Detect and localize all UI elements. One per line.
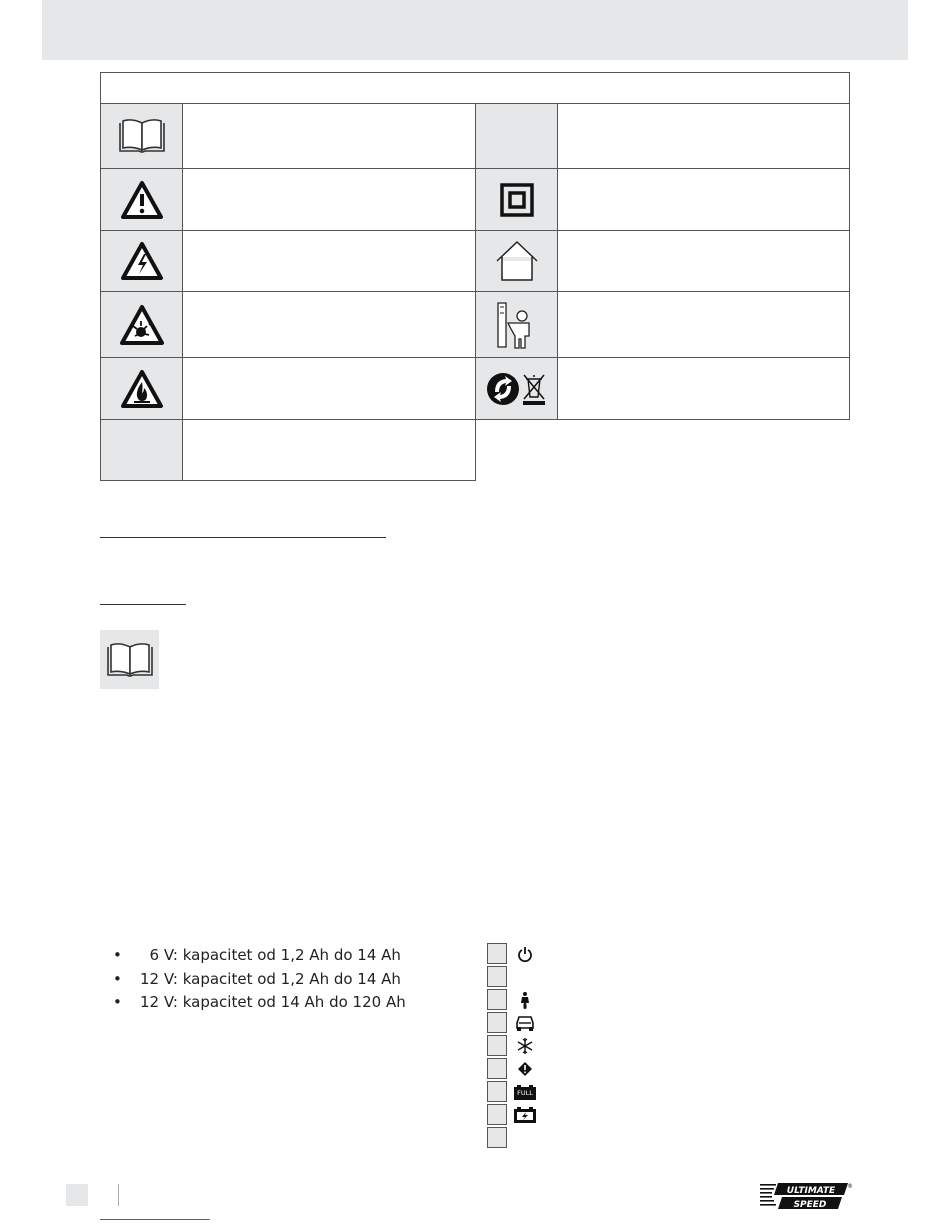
electric-shock-icon	[120, 241, 164, 281]
indicator-row	[487, 1035, 567, 1056]
symbol-cell-indoor	[476, 231, 557, 291]
read-manual-box	[100, 630, 159, 689]
indicator-number-box	[487, 1058, 507, 1079]
header-bar	[42, 0, 908, 60]
keep-away-children-icon	[494, 299, 540, 351]
logo-text-bottom: SPEED	[793, 1200, 827, 1210]
symbol-cell-children	[476, 292, 557, 357]
recycling-weee-icon	[486, 370, 548, 408]
manual-book-icon	[105, 641, 155, 679]
page-number-box	[66, 1184, 88, 1206]
warning-triangle-icon	[120, 180, 164, 220]
symbol-cell-empty-left	[101, 420, 182, 480]
battery-spec-list	[113, 944, 406, 1015]
error-diamond-icon	[517, 1061, 533, 1077]
ultimate-speed-logo	[760, 1180, 852, 1214]
symbol-cell-empty-right	[476, 104, 557, 168]
symbol-cell-warning	[101, 169, 182, 230]
fire-hazard-icon	[120, 369, 164, 409]
section-heading-rule	[100, 537, 386, 538]
indoor-use-house-icon	[493, 239, 541, 283]
indicator-number-box	[487, 1012, 507, 1033]
symbol-cell-double-insulation	[476, 169, 557, 230]
symbol-cell-electric	[101, 231, 182, 291]
indicator-number-box	[487, 1104, 507, 1125]
indicator-row	[487, 1081, 567, 1102]
indicator-row	[487, 1104, 567, 1125]
symbol-cell-explosion	[101, 292, 182, 357]
indicator-number-box	[487, 966, 507, 987]
battery-full-label: FULL	[514, 1087, 536, 1100]
indicator-row	[487, 966, 567, 987]
subsection-heading-rule	[100, 604, 186, 605]
indicator-row	[487, 989, 567, 1010]
snowflake-icon	[516, 1037, 534, 1055]
power-icon	[517, 946, 533, 962]
car-icon	[515, 1015, 535, 1031]
indicator-number-box	[487, 1127, 507, 1148]
logo-text-top: ULTIMATE	[786, 1186, 836, 1196]
symbol-cell-fire	[101, 358, 182, 419]
indicator-number-box	[487, 1035, 507, 1056]
indicator-row	[487, 1012, 567, 1033]
battery-charging-icon	[514, 1107, 536, 1123]
battery-spec-item: • 6 V: kapacitet od 1,2 Ah do 14 Ah	[113, 944, 406, 968]
footer-link-underline[interactable]	[100, 1219, 210, 1220]
battery-full-icon	[514, 1085, 536, 1100]
indicator-number-box	[487, 989, 507, 1010]
logo-registered-mark: ®	[847, 1183, 853, 1190]
symbols-table	[100, 72, 850, 481]
battery-spec-item: • 12 V: kapacitet od 1,2 Ah do 14 Ah	[113, 968, 406, 992]
battery-spec-item: • 12 V: kapacitet od 14 Ah do 120 Ah	[113, 991, 406, 1015]
explosion-hazard-icon	[119, 304, 165, 346]
indicator-number-box	[487, 943, 507, 964]
indicator-number-box	[487, 1081, 507, 1102]
symbol-cell-manual	[101, 104, 182, 168]
indicator-row	[487, 1127, 567, 1148]
symbol-cell-recycling	[476, 358, 557, 419]
footer-separator	[118, 1184, 119, 1206]
double-insulation-icon	[500, 183, 534, 217]
indicator-row	[487, 1058, 567, 1079]
motorcycle-icon	[519, 991, 531, 1009]
indicator-row	[487, 943, 567, 964]
manual-book-icon	[117, 117, 167, 155]
